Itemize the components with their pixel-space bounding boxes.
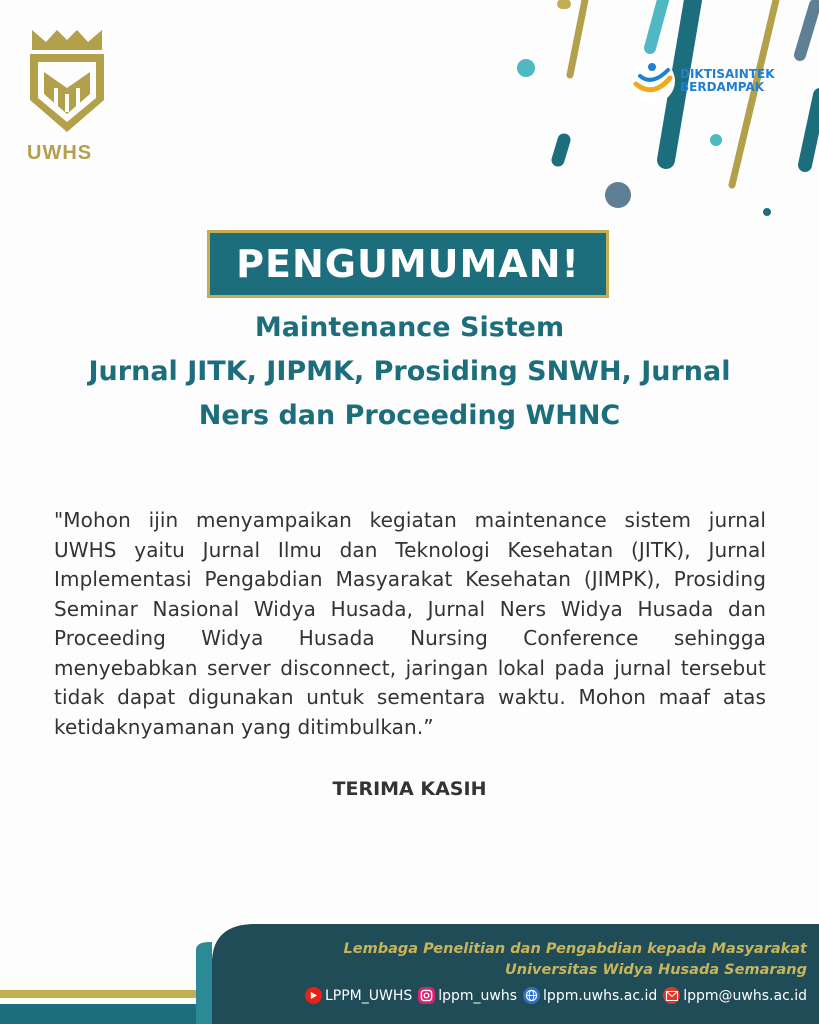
announcement-banner [207, 230, 609, 298]
instagram-icon [418, 987, 435, 1004]
announcement-body: "Mohon ijin menyampaikan kegiatan maintenance sistem jurnal UWHS yaitu Jurnal Ilmu dan Teknologi Kesehatan (JITK), Jurnal Implementasi Pengabdian Masyarakat Kesehatan (JIMPK), Prosiding Seminar Nasional Widya Husada, Jurnal Ners Widya Husada dan Proceeding Widya Husada Nursing Conference sehingga menyebabkan server disconnect, jaringan lokal pada jurnal tersebut tidak dapat digunakan untuk sementara waktu. Mohon maaf atas ketidaknyamanan yang ditimbulkan.” [54, 508, 766, 739]
instagram-contact[interactable] [418, 987, 517, 1004]
partner-line1: DIKTISAINTEK [680, 67, 775, 81]
mail-icon [663, 987, 680, 1004]
logo-text: UWHS [27, 142, 93, 164]
youtube-contact[interactable] [305, 987, 412, 1004]
website-url: lppm.uwhs.ac.id [543, 987, 658, 1004]
title-line1: Maintenance Sistem [254, 312, 565, 343]
closing-text: TERIMA KASIH [332, 778, 487, 800]
email-contact[interactable] [663, 987, 807, 1004]
title-line3: Ners dan Proceeding WHNC [198, 400, 621, 431]
title-line2: Jurnal JITK, JIPMK, Prosiding SNWH, Jurnal [88, 356, 731, 387]
diktisaintek-logo [630, 58, 775, 104]
email-address: lppm@uwhs.ac.id [683, 987, 807, 1004]
footer-institution-line2: Universitas Widya Husada Semarang [504, 962, 807, 978]
decorative-shapes [500, 0, 819, 230]
instagram-handle: lppm_uwhs [438, 987, 518, 1004]
youtube-handle: LPPM_UWHS [324, 987, 413, 1004]
diktisaintek-emblem-icon [630, 58, 676, 104]
youtube-icon [305, 987, 322, 1004]
partner-line2: BERDAMPAK [680, 80, 765, 94]
footer-contacts [299, 987, 807, 1004]
website-contact[interactable] [523, 987, 657, 1004]
globe-icon [523, 987, 540, 1004]
banner-label: PENGUMUMAN! [236, 242, 580, 286]
footer-institution-line1: Lembaga Penelitian dan Pengabdian kepada Masyarakat [343, 941, 807, 957]
uwhs-shield-logo [26, 28, 108, 138]
